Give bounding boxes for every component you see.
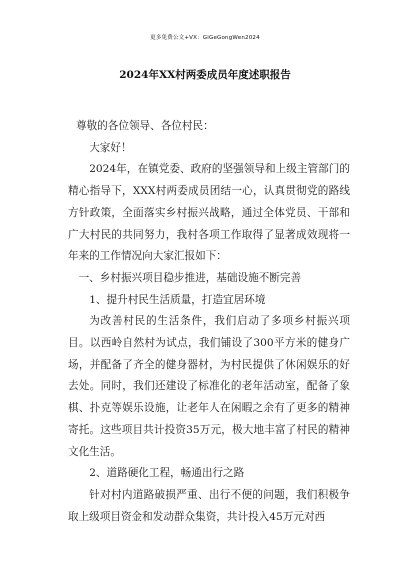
intro-paragraph: 2024年，在镇党委、政府的坚强领导和上级主管部门的精心指导下，XXX村两委成员团结一心，认真贯彻党的路线方针政策，全面落实乡村振兴战略，通过全体党员、干部和广大村民的共同努力，我村各项工作取得了显著成效现将一年来的工作情况向大家汇报如下： xyxy=(68,163,350,263)
subsection-heading: 1、提升村民生活质量，打造宜居环境 xyxy=(89,293,266,306)
document-body xyxy=(68,116,350,528)
body-paragraph: 为改善村民的生活条件，我们启动了多项乡村振兴项目。以西岭自然村为试点，我们铺设了300平方米的健身广场，并配备了齐全的健身器材，为村民提供了休闲娱乐的好去处。同时，我们还建设了标准化的老年活动室，配备了象棋、扑克等娱乐设施，让老年人在闲暇之余有了更多的精神寄托。这些项目共计投资35万元，极大地丰富了村民的精神文化生活。 xyxy=(68,315,350,458)
greeting: 大家好！ xyxy=(89,141,132,154)
section-heading: 一、乡村振兴项目稳步推进，基础设施不断完善 xyxy=(78,271,302,284)
salutation: 尊敬的各位领导、各位村民： xyxy=(76,120,214,132)
document-title: 2024年XX村两委成员年度述职报告 xyxy=(119,69,291,81)
body-paragraph: 针对村内道路破损严重、出行不便的问题，我们积极争取上级项目资金和发动群众集资，共计投入45万元对西 xyxy=(68,488,350,523)
subsection-heading: 2、道路硬化工程，畅通出行之路 xyxy=(89,467,245,480)
header-note: 更多免费公文+VX：GiGeGongWen2024 xyxy=(150,35,260,41)
